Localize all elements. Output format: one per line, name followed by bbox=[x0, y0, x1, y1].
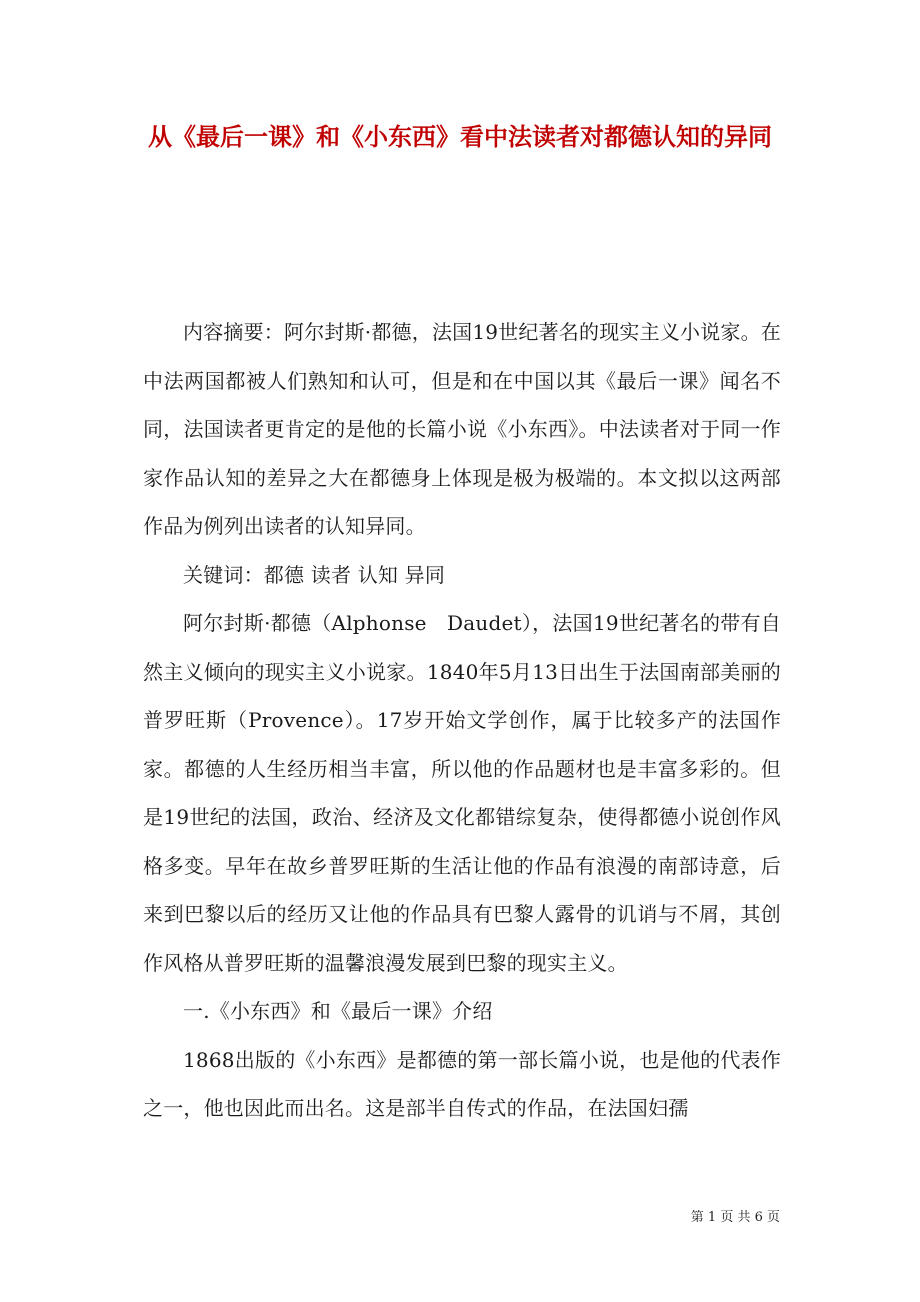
abstract-paragraph: 内容摘要：阿尔封斯·都德，法国19世纪著名的现实主义小说家。在中法两国都被人们熟知和认可，但是和在中国以其《最后一课》闻名不同，法国读者更肯定的是他的长篇小说《小东西》。中法读者对于同一作家作品认知的差异之大在都德身上体现是极为极端的。本文拟以这两部作品为例列出读者的认知异同。 bbox=[143, 320, 782, 538]
intro-paragraph: 阿尔封斯·都德（Alphonse Daudet），法国19世纪著名的带有自然主义倾向的现实主义小说家。1840年5月13日出生于法国南部美丽的普罗旺斯（Provence）。17岁开始文学创作，属于比较多产的法国作家。都德的人生经历相当丰富，所以他的作品题材也是丰富多彩的。但是19世纪的法国，政治、经济及文化都错综复杂，使得都德小说创作风格多变。早年在故乡普罗旺斯的生活让他的作品有浪漫的南部诗意，后来到巴黎以后的经历又让他的作品具有巴黎人露骨的讥诮与不屑，其创作风格从普罗旺斯的温馨浪漫发展到巴黎的现实主义。 bbox=[143, 611, 781, 975]
page-number-footer: 第 1 页 共 6 页 bbox=[690, 1210, 780, 1225]
document-body bbox=[143, 308, 781, 1133]
keywords-paragraph: 关键词：都德 读者 认知 异同 bbox=[183, 562, 446, 587]
section-heading: 一.《小东西》和《最后一课》介绍 bbox=[183, 999, 493, 1023]
section-paragraph: 1868出版的《小东西》是都德的第一部长篇小说，也是他的代表作之一，他也因此而出名。这是部半自传式的作品，在法国妇孺 bbox=[143, 1047, 781, 1120]
document-title: 从《最后一课》和《小东西》看中法读者对都德认知的异同 bbox=[148, 122, 772, 151]
